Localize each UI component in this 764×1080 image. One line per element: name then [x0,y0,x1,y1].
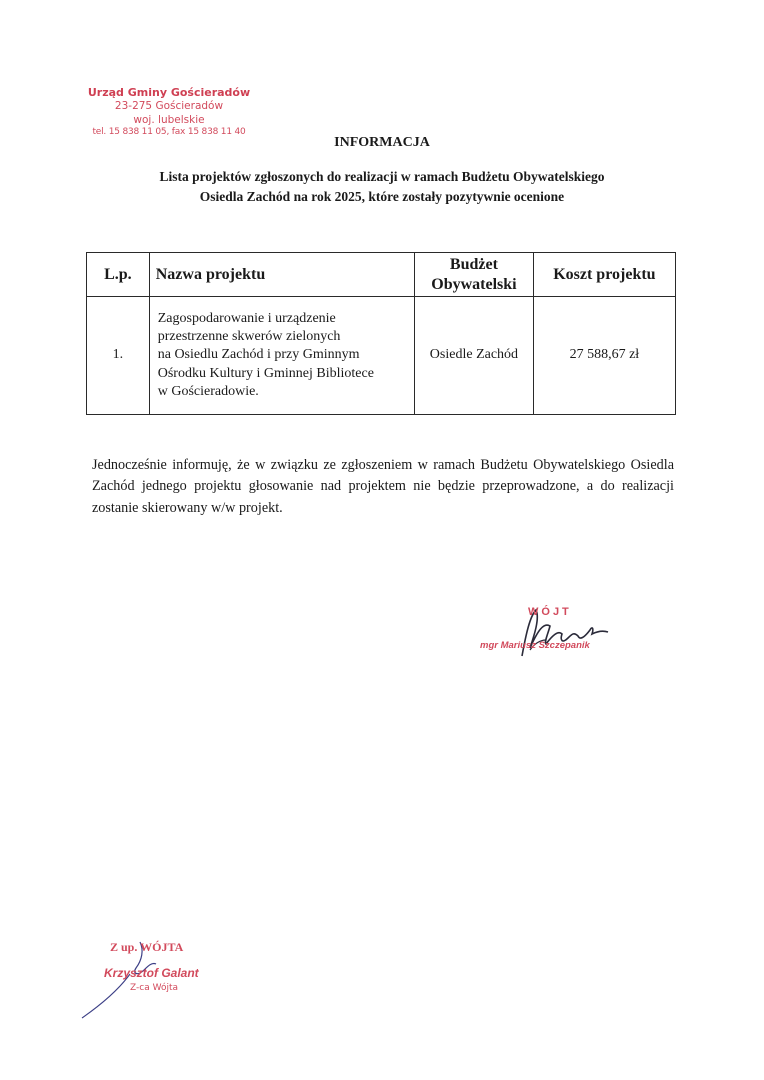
stamp-postal: 23-275 Gościeradów [114,100,224,113]
project-name-line: Ośrodku Kultury i Gminnej Bibliotece [157,365,374,381]
project-name-line: w Gościeradowie. [157,383,259,399]
project-name-line: Zagospodarowanie i urządzenie [157,311,336,327]
subtitle-line-2: Osiedla Zachód na rok 2025, które zostały pozytywnie ocenione [199,189,565,205]
table-header-row [87,253,676,297]
stamp-organization: Urząd Gminy Gościeradów [87,86,251,99]
office-stamp [86,86,252,138]
document-subtitle [0,167,764,208]
header-budget-line-1: Budżet [449,256,498,274]
header-budget [415,253,534,297]
document-title: INFORMACJA [334,135,430,150]
projects-table [86,252,676,415]
cell-project-name [149,297,414,415]
signature-role: WÓJT [528,606,572,618]
header-lp: L.p. [87,253,150,297]
project-name-line: przestrzenne skwerów zielonych [157,329,341,345]
mayor-signature-block [480,604,620,668]
deputy-name: Krzysztof Galant [104,966,199,980]
table-row [87,297,676,415]
cell-lp: 1. [87,297,150,415]
cell-budget: Osiedle Zachód [415,297,534,415]
deputy-signature-block [78,940,228,1020]
stamp-region: woj. lubelskie [133,113,205,126]
header-cost: Koszt projektu [533,253,675,297]
signature-name: mgr Mariusz Szczepanik [480,640,590,651]
deputy-role: Z up. WÓJTA [110,940,184,954]
information-note: Jednocześnie informuję, że w związku ze zgłoszeniem w ramach Budżetu Obywatelskiego Osiedla Zachód jednego projektu głosowanie nad projektem nie będzie przeprowadzone, a do realizacji zostanie skierowany w/w projekt. [92,457,674,516]
stamp-contact: tel. 15 838 11 05, fax 15 838 11 40 [92,126,246,137]
subtitle-line-1: Lista projektów zgłoszonych do realizacji w ramach Budżetu Obywatelskiego [159,169,605,184]
header-project-name: Nazwa projektu [149,253,414,297]
deputy-title: Z-ca Wójta [130,983,179,993]
cell-cost: 27 588,67 zł [533,297,675,415]
project-name-line: na Osiedlu Zachód i przy Gminnym [157,347,360,363]
header-budget-line-2: Obywatelski [431,275,517,293]
